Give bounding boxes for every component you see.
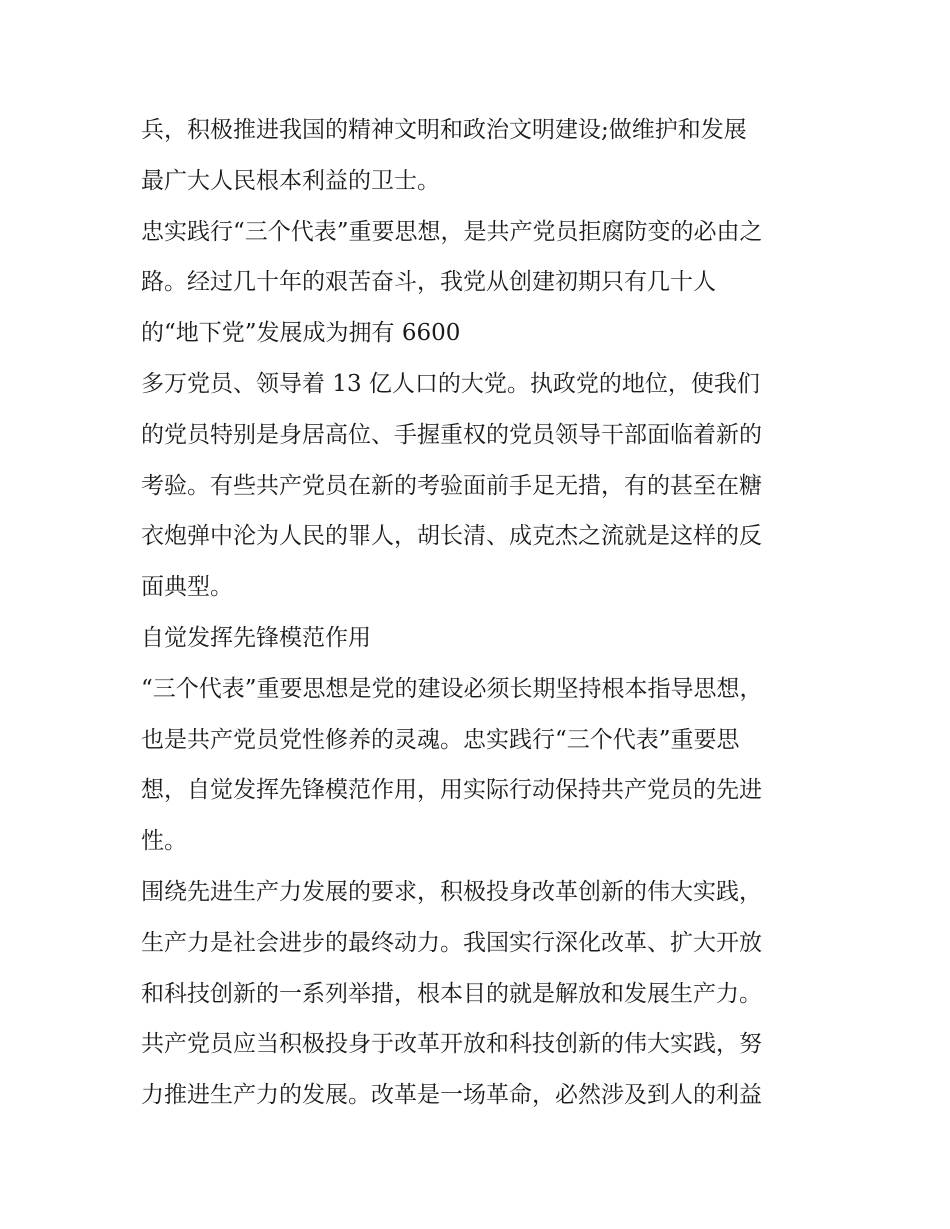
text-line: 考验。有些共产党员在新的考验面前手足无措，有的甚至在糖 <box>141 472 762 499</box>
text-line: 想，自觉发挥先锋模范作用，用实际行动保持共产党员的先进 <box>141 777 762 804</box>
text-line: 力推进生产力的发展。改革是一场革命，必然涉及到人的利益 <box>141 1082 762 1109</box>
text-line: 共产党员应当积极投身于改革开放和科技创新的伟大实践，努 <box>141 1031 762 1058</box>
text-line: 性。 <box>141 828 187 855</box>
text-line: 的“地下党”发展成为拥有 6600 <box>141 320 461 347</box>
text-line: 路。经过几十年的艰苦奋斗，我党从创建初期只有几十人 <box>141 269 716 296</box>
text-line: “三个代表”重要思想是党的建设必须长期坚持根本指导思想， <box>141 675 763 702</box>
text-line: 和科技创新的一系列举措，根本目的就是解放和发展生产力。 <box>141 980 762 1007</box>
text-line: 围绕先进生产力发展的要求，积极投身改革创新的伟大实践， <box>141 878 762 905</box>
text-line: 忠实践行“三个代表”重要思想，是共产党员拒腐防变的必由之 <box>141 218 763 245</box>
text-line: 最广大人民根本利益的卫士。 <box>141 167 440 194</box>
text-line: 生产力是社会进步的最终动力。我国实行深化改革、扩大开放 <box>141 929 762 956</box>
text-line: 面典型。 <box>141 574 233 601</box>
body-text <box>141 105 821 1121</box>
text-line: 的党员特别是身居高位、手握重权的党员领导干部面临着新的 <box>141 421 762 448</box>
text-line: 兵，积极推进我国的精神文明和政治文明建设;做维护和发展 <box>141 117 747 143</box>
section-heading: 自觉发挥先锋模范作用 <box>141 624 371 651</box>
text-line: 衣炮弹中沦为人民的罪人，胡长清、成克杰之流就是这样的反 <box>141 523 762 550</box>
text-line: 多万党员、领导着 13 亿人口的大党。执政党的地位，使我们 <box>141 370 760 397</box>
text-line: 也是共产党员党性修养的灵魂。忠实践行“三个代表”重要思 <box>141 726 740 753</box>
